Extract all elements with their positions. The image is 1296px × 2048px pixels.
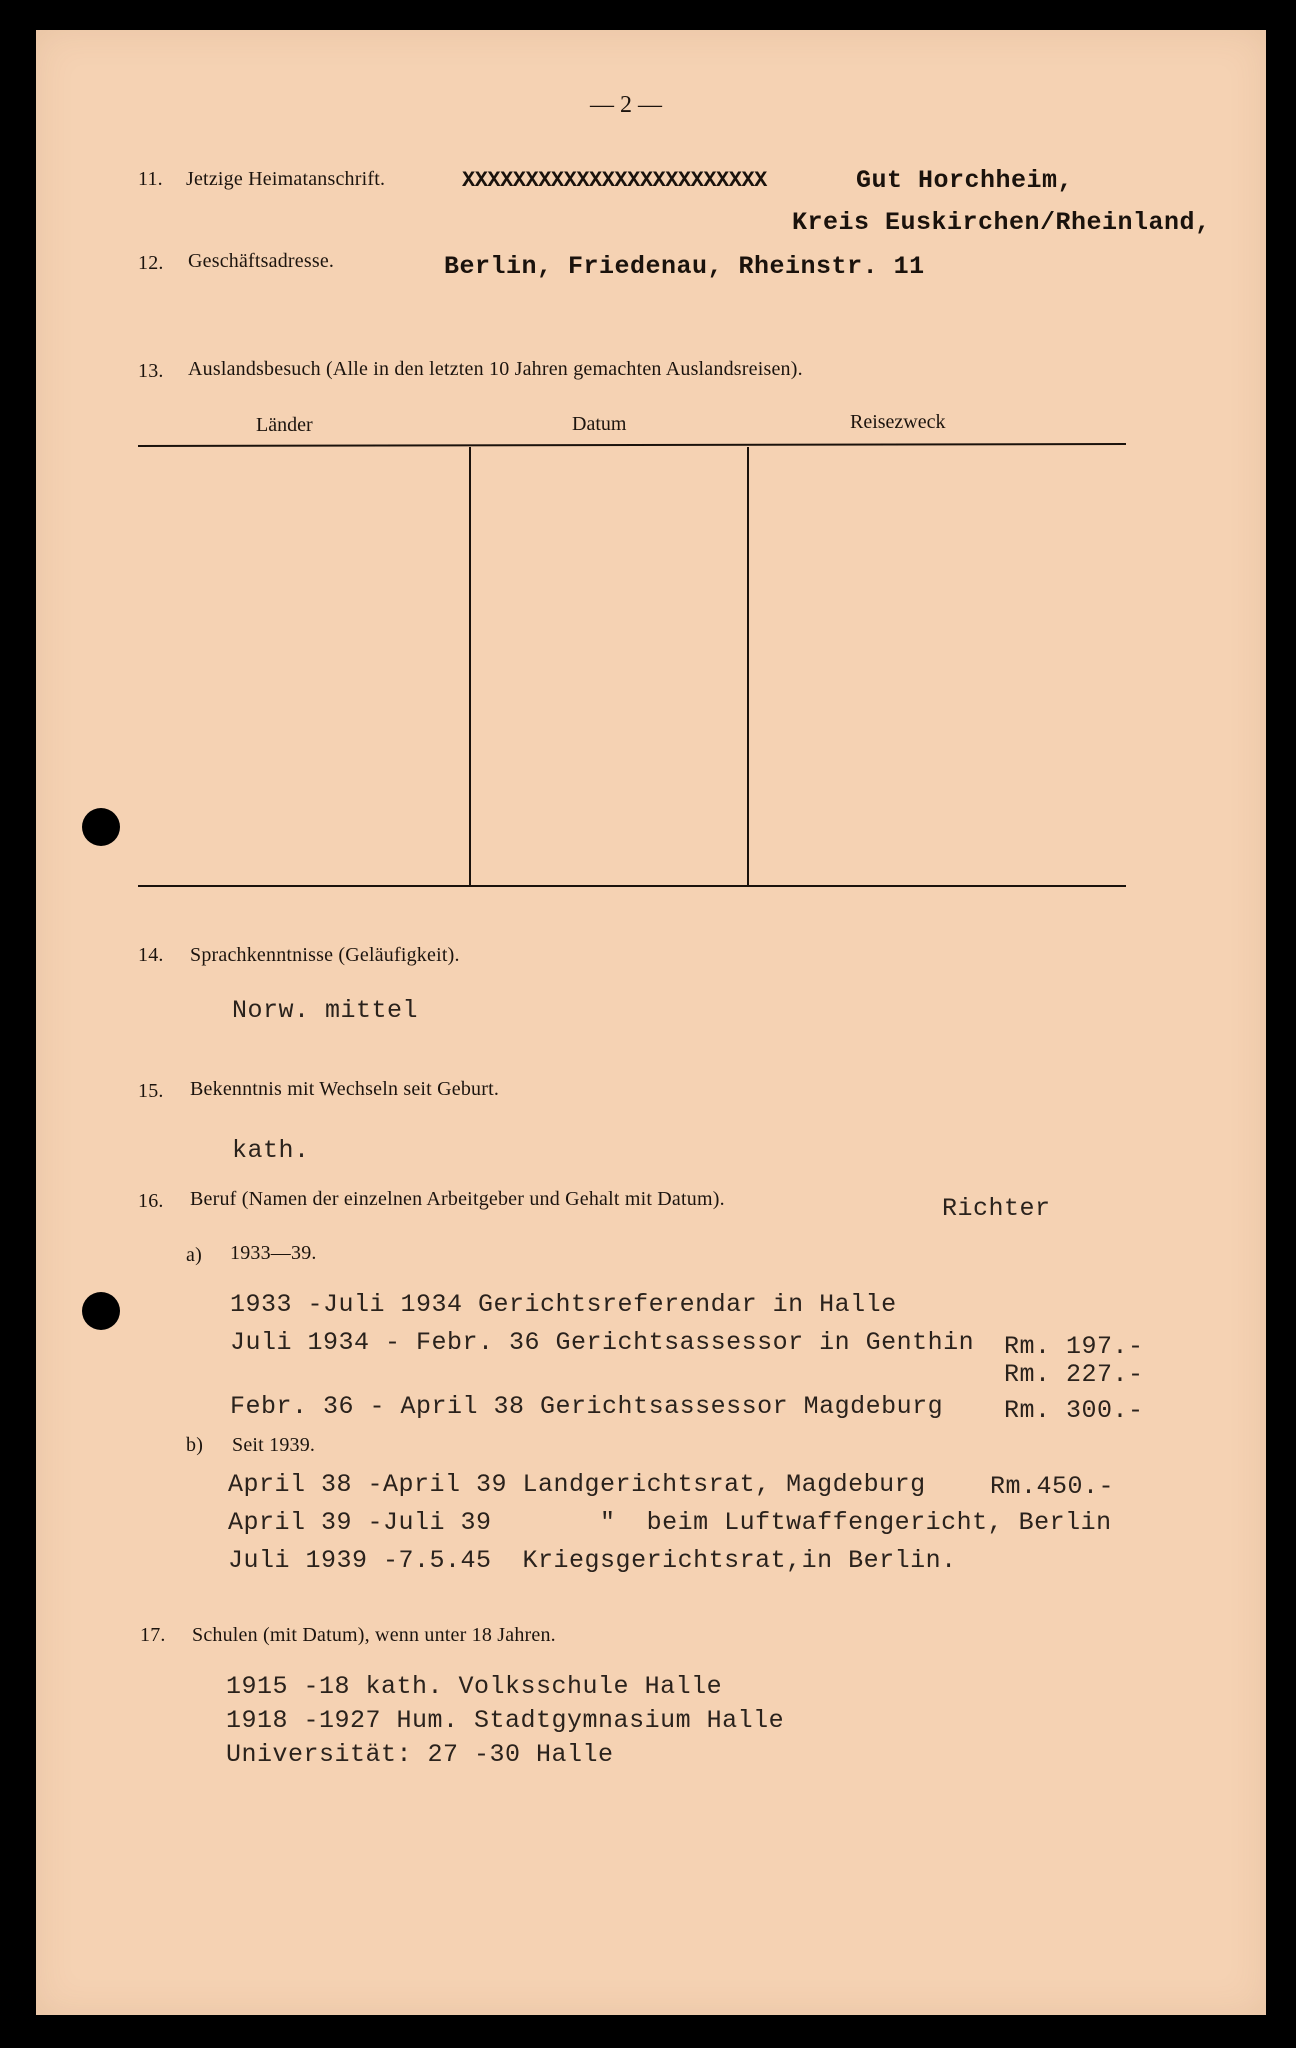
s11-address-line2: Kreis Euskirchen/Rheinland, [792,208,1211,237]
s15-number: 15. [138,1080,164,1102]
s12-number: 12. [138,252,164,274]
s12-business-address: Berlin, Friedenau, Rheinstr. 11 [444,252,925,281]
s17-label: Schulen (mit Datum), wenn unter 18 Jahren. [192,1624,556,1646]
s16-occupation-value: Richter [942,1194,1051,1223]
page-number: — 2 — [590,92,662,118]
s13-number: 13. [138,360,164,382]
s17-line-3: Universität: 27 -30 Halle [226,1740,614,1769]
s17-line-1: 1915 -18 kath. Volksschule Halle [226,1672,723,1701]
s11-label: Jetzige Heimatanschrift. [186,168,386,190]
s14-number: 14. [138,944,164,966]
s16-b-line-3: Juli 1939 -7.5.45 Kriegsgerichtsrat,in Berlin. [228,1546,957,1575]
s15-confession-value: kath. [232,1136,310,1165]
s14-label: Sprachkenntnisse (Geläufigkeit). [190,944,460,966]
s16-a-salary-1: Rm. 197.- [1004,1332,1144,1361]
punch-hole-bottom [82,1292,120,1330]
s16-a-period: 1933—39. [230,1242,317,1264]
s16-a-salary-2: Rm. 227.- [1004,1360,1144,1389]
s11-address-line1: Gut Horchheim, [856,166,1074,195]
s11-number: 11. [138,168,163,190]
s16-a-line-3: Febr. 36 - April 38 Gerichtsassessor Magdeburg [230,1392,944,1421]
s16-b-line-2: April 39 -Juli 39 " beim Luftwaffengericht, Berlin [228,1508,1112,1537]
s16-b-period: Seit 1939. [232,1434,316,1456]
s17-number: 17. [140,1624,166,1646]
s16-a-salary-3: Rm. 300.- [1004,1396,1144,1425]
s16-b-salary: Rm.450.- [990,1472,1115,1501]
table-bottom-rule [138,885,1126,887]
s12-label: Geschäftsadresse. [188,250,335,272]
s14-language-value: Norw. mittel [232,996,419,1025]
s13-label: Auslandsbesuch (Alle in den letzten 10 Jahren gemachten Auslandsreisen). [188,358,803,380]
col-header-reisezweck: Reisezweck [850,411,946,433]
col-header-datum: Datum [572,413,627,435]
s16-label: Beruf (Namen der einzelnen Arbeitgeber und Gehalt mit Datum). [190,1188,725,1210]
s16-b-label: b) [186,1434,204,1456]
table-divider-2 [747,447,749,885]
s16-a-line-1: 1933 -Juli 1934 Gerichtsreferendar in Halle [230,1290,897,1319]
s16-number: 16. [138,1190,164,1212]
s11-struck-text: XXXXXXXXXXXXXXXXXXXXXXXX [462,168,767,193]
s16-a-line-2: Juli 1934 - Febr. 36 Gerichtsassessor in Genthin [230,1328,975,1357]
s16-a-label: a) [186,1244,202,1266]
s16-b-line-1: April 38 -April 39 Landgerichtsrat, Magdeburg [228,1470,926,1499]
s15-label: Bekenntnis mit Wechseln seit Geburt. [190,1078,500,1100]
col-header-laender: Länder [256,414,313,436]
s17-line-2: 1918 -1927 Hum. Stadtgymnasium Halle [226,1706,785,1735]
table-divider-1 [469,447,471,885]
punch-hole-top [82,808,120,846]
